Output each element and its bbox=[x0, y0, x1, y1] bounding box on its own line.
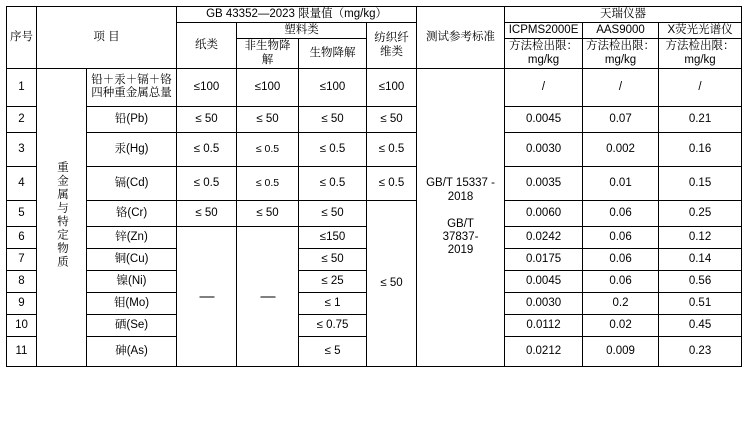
detect-aas: 0.06 bbox=[583, 248, 659, 270]
detect-icpms: 0.0045 bbox=[505, 106, 583, 132]
limit-bio: ≤ 0.75 bbox=[299, 314, 367, 336]
limit-nonbio: ≤ 0.5 bbox=[237, 132, 299, 166]
limit-paper: ≤ 50 bbox=[177, 200, 237, 226]
limit-textile: ≤ 50 bbox=[367, 106, 417, 132]
limit-paper: ≤ 0.5 bbox=[177, 166, 237, 200]
heavy-metal-limits-table bbox=[6, 6, 742, 367]
detect-xrf: / bbox=[659, 68, 742, 106]
limit-nonbio: ≤ 0.5 bbox=[237, 166, 299, 200]
row-no: 8 bbox=[7, 270, 37, 292]
row-no: 7 bbox=[7, 248, 37, 270]
row-item: 镍(Ni) bbox=[87, 270, 177, 292]
detect-aas: 0.06 bbox=[583, 270, 659, 292]
limit-bio: ≤150 bbox=[299, 226, 367, 248]
detect-icpms: / bbox=[505, 68, 583, 106]
detect-xrf: 0.56 bbox=[659, 270, 742, 292]
header-col-item: 项 目 bbox=[37, 7, 177, 69]
limit-bio: ≤ 0.5 bbox=[299, 132, 367, 166]
table-row bbox=[7, 106, 742, 132]
detect-aas: / bbox=[583, 68, 659, 106]
limit-bio: ≤ 5 bbox=[299, 336, 367, 366]
limit-textile bbox=[367, 200, 417, 366]
row-no: 3 bbox=[7, 132, 37, 166]
row-group-label bbox=[37, 68, 87, 366]
detect-xrf: 0.12 bbox=[659, 226, 742, 248]
table-row bbox=[7, 166, 742, 200]
detect-xrf: 0.23 bbox=[659, 336, 742, 366]
detect-aas: 0.009 bbox=[583, 336, 659, 366]
header-instrument-icpms: ICPMS2000E bbox=[505, 23, 583, 39]
row-no: 11 bbox=[7, 336, 37, 366]
detect-xrf: 0.51 bbox=[659, 292, 742, 314]
detect-aas: 0.01 bbox=[583, 166, 659, 200]
row-no: 5 bbox=[7, 200, 37, 226]
row-item: 铅(Pb) bbox=[87, 106, 177, 132]
detect-icpms: 0.0035 bbox=[505, 166, 583, 200]
detect-aas: 0.06 bbox=[583, 200, 659, 226]
row-no: 2 bbox=[7, 106, 37, 132]
header-row-1 bbox=[7, 7, 742, 23]
detect-aas: 0.2 bbox=[583, 292, 659, 314]
row-item: 汞(Hg) bbox=[87, 132, 177, 166]
table-row bbox=[7, 200, 742, 226]
header-instrument-aas: AAS9000 bbox=[583, 23, 659, 39]
detect-xrf: 0.25 bbox=[659, 200, 742, 226]
standard-line-3: GB/T bbox=[447, 217, 474, 230]
standard-reference bbox=[417, 68, 505, 366]
detect-icpms: 0.0030 bbox=[505, 292, 583, 314]
detect-xrf: 0.21 bbox=[659, 106, 742, 132]
row-no: 6 bbox=[7, 226, 37, 248]
detect-icpms: 0.0175 bbox=[505, 248, 583, 270]
detect-icpms: 0.0112 bbox=[505, 314, 583, 336]
header-sub-paper: 纸类 bbox=[177, 23, 237, 69]
dash-nonbio: — bbox=[260, 287, 275, 305]
row-no: 9 bbox=[7, 292, 37, 314]
limit-bio: ≤ 50 bbox=[299, 248, 367, 270]
detect-icpms: 0.0212 bbox=[505, 336, 583, 366]
header-group-plastic: 塑料类 bbox=[237, 23, 367, 39]
detect-xrf: 0.15 bbox=[659, 166, 742, 200]
header-sub-bio: 生物降解 bbox=[299, 39, 367, 68]
limit-paper: ≤ 50 bbox=[177, 106, 237, 132]
detect-aas: 0.07 bbox=[583, 106, 659, 132]
row-item: 镉(Cd) bbox=[87, 166, 177, 200]
limit-textile: ≤ 0.5 bbox=[367, 132, 417, 166]
row-item: 硒(Se) bbox=[87, 314, 177, 336]
header-detect-limit-xrf: 方法检出限：mg/kg bbox=[659, 39, 742, 68]
detect-icpms: 0.0045 bbox=[505, 270, 583, 292]
standard-line-5: 2019 bbox=[447, 244, 474, 257]
header-detect-limit-icpms: 方法检出限：mg/kg bbox=[505, 39, 583, 68]
table-row bbox=[7, 68, 742, 106]
header-group-instrument: 天瑞仪器 bbox=[505, 7, 742, 23]
header-col-no: 序号 bbox=[7, 7, 37, 69]
row-item: 锌(Zn) bbox=[87, 226, 177, 248]
detect-icpms: 0.0242 bbox=[505, 226, 583, 248]
detect-aas: 0.06 bbox=[583, 226, 659, 248]
standard-line-4: 37837- bbox=[442, 230, 479, 243]
row-item: 铬(Cr) bbox=[87, 200, 177, 226]
limit-bio: ≤ 50 bbox=[299, 106, 367, 132]
row-no: 1 bbox=[7, 68, 37, 106]
detect-xrf: 0.14 bbox=[659, 248, 742, 270]
limit-bio: ≤ 0.5 bbox=[299, 166, 367, 200]
standard-line-2: 2018 bbox=[447, 190, 474, 203]
header-col-standard: 测试参考标准 bbox=[417, 7, 505, 69]
limit-bio: ≤ 1 bbox=[299, 292, 367, 314]
table-row bbox=[7, 132, 742, 166]
dash-paper: — bbox=[199, 287, 214, 305]
limit-paper: ≤ 0.5 bbox=[177, 132, 237, 166]
row-no: 10 bbox=[7, 314, 37, 336]
standard-line-1: GB/T 15337 - bbox=[426, 177, 495, 190]
limit-bio: ≤100 bbox=[299, 68, 367, 106]
limit-nonbio-dash bbox=[237, 226, 299, 366]
header-sub-textile: 纺织纤维类 bbox=[367, 23, 417, 69]
row-no: 4 bbox=[7, 166, 37, 200]
limit-textile: ≤100 bbox=[367, 68, 417, 106]
detect-aas: 0.02 bbox=[583, 314, 659, 336]
limit-nonbio: ≤ 50 bbox=[237, 200, 299, 226]
limit-textile-value: ≤ 50 bbox=[380, 276, 403, 289]
limit-nonbio: ≤100 bbox=[237, 68, 299, 106]
header-sub-nonbio: 非生物降解 bbox=[237, 39, 299, 68]
row-item: 铜(Cu) bbox=[87, 248, 177, 270]
limit-bio: ≤ 25 bbox=[299, 270, 367, 292]
detect-aas: 0.002 bbox=[583, 132, 659, 166]
header-detect-limit-aas: 方法检出限：mg/kg bbox=[583, 39, 659, 68]
row-group-label-text: 重金属与特定物质 bbox=[55, 161, 68, 270]
header-group-limit: GB 43352—2023 限量值（mg/kg） bbox=[177, 7, 417, 23]
limit-bio: ≤ 50 bbox=[299, 200, 367, 226]
detect-icpms: 0.0060 bbox=[505, 200, 583, 226]
row-item: 铅＋汞＋镉＋铬四种重金属总量 bbox=[87, 68, 177, 106]
limit-paper-dash bbox=[177, 226, 237, 366]
limit-paper: ≤100 bbox=[177, 68, 237, 106]
row-item: 钼(Mo) bbox=[87, 292, 177, 314]
detect-icpms: 0.0030 bbox=[505, 132, 583, 166]
limit-nonbio: ≤ 50 bbox=[237, 106, 299, 132]
detect-xrf: 0.45 bbox=[659, 314, 742, 336]
header-instrument-xrf: X荧光光谱仪 bbox=[659, 23, 742, 39]
detect-xrf: 0.16 bbox=[659, 132, 742, 166]
limit-textile: ≤ 0.5 bbox=[367, 166, 417, 200]
row-item: 砷(As) bbox=[87, 336, 177, 366]
